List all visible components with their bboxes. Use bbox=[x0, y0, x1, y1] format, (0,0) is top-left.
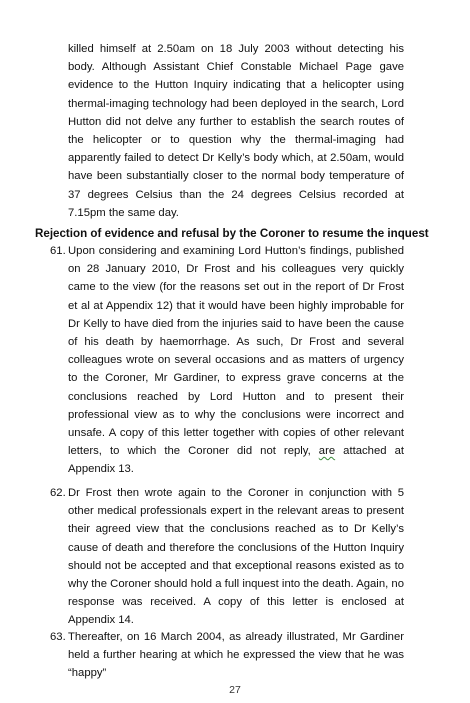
paragraph-number-63: 63. bbox=[50, 631, 66, 643]
continuation-paragraph: killed himself at 2.50am on 18 July 2003 without detecting his body. Although Assistant Chief Constable Michael Page gave evidence to the Hutton Inquiry indicating that a helicopter using thermal-imaging technology had been deployed in the search, Lord Hutton did not delve any further to establish the search routes of the helicopter or to question why the thermal-imaging had apparently failed to detect Dr Kelly’s body which, at 2.50am, would have been substantially closer to the normal body temperature of 37 degrees Celsius than the 24 degrees Celsius recorded at 7.15pm the same day. bbox=[68, 43, 404, 219]
paragraph-number-62: 62. bbox=[50, 487, 66, 499]
paragraph-63: Thereafter, on 16 March 2004, as already illustrated, Mr Gardiner held a further hearing at which he expressed the view that he was “happy” bbox=[68, 631, 404, 680]
section-heading: Rejection of evidence and refusal by the Coroner to resume the inquest bbox=[35, 227, 429, 240]
page-number: 27 bbox=[229, 684, 241, 696]
spellcheck-marked-word: are bbox=[318, 445, 336, 458]
paragraph-61-text: Upon considering and examining Lord Hutton’s findings, published on 28 January 2010, Dr Frost and his colleagues very quickly came to the view (for the reasons set out in the report of Dr Frost et al at Appendix 12) that it would have been highly improbable for Dr Kelly to have died from the injuries said to have been the cause of his death by haemorrhage. As such, Dr Frost and several colleagues wrote on several occasions and as matters of urgency to the Coroner, Mr Gardiner, to express grave concerns at the conclusions reached by Lord Hutton and to present their professional view as to why the conclusions were incorrect and unsafe. A copy of this letter together with copies of other relevant letters, to which the Coroner did not reply, bbox=[68, 245, 404, 458]
paragraph-number-61: 61. bbox=[50, 245, 66, 257]
paragraph-61-text-end: attached at Appendix 13. bbox=[68, 445, 404, 476]
paragraph-61 bbox=[68, 242, 404, 479]
paragraph-62: Dr Frost then wrote again to the Coroner in conjunction with 5 other medical professionals expert in the relevant areas to present their agreed view that the conclusions reached as to Dr Kelly’s cause of death and therefore the conclusions of the Hutton Inquiry should not be accepted and that exceptional reasons existed as to why the Coroner should hold a full inquest into the death. Again, no response was received. A copy of this letter is enclosed at Appendix 14. bbox=[68, 487, 404, 627]
